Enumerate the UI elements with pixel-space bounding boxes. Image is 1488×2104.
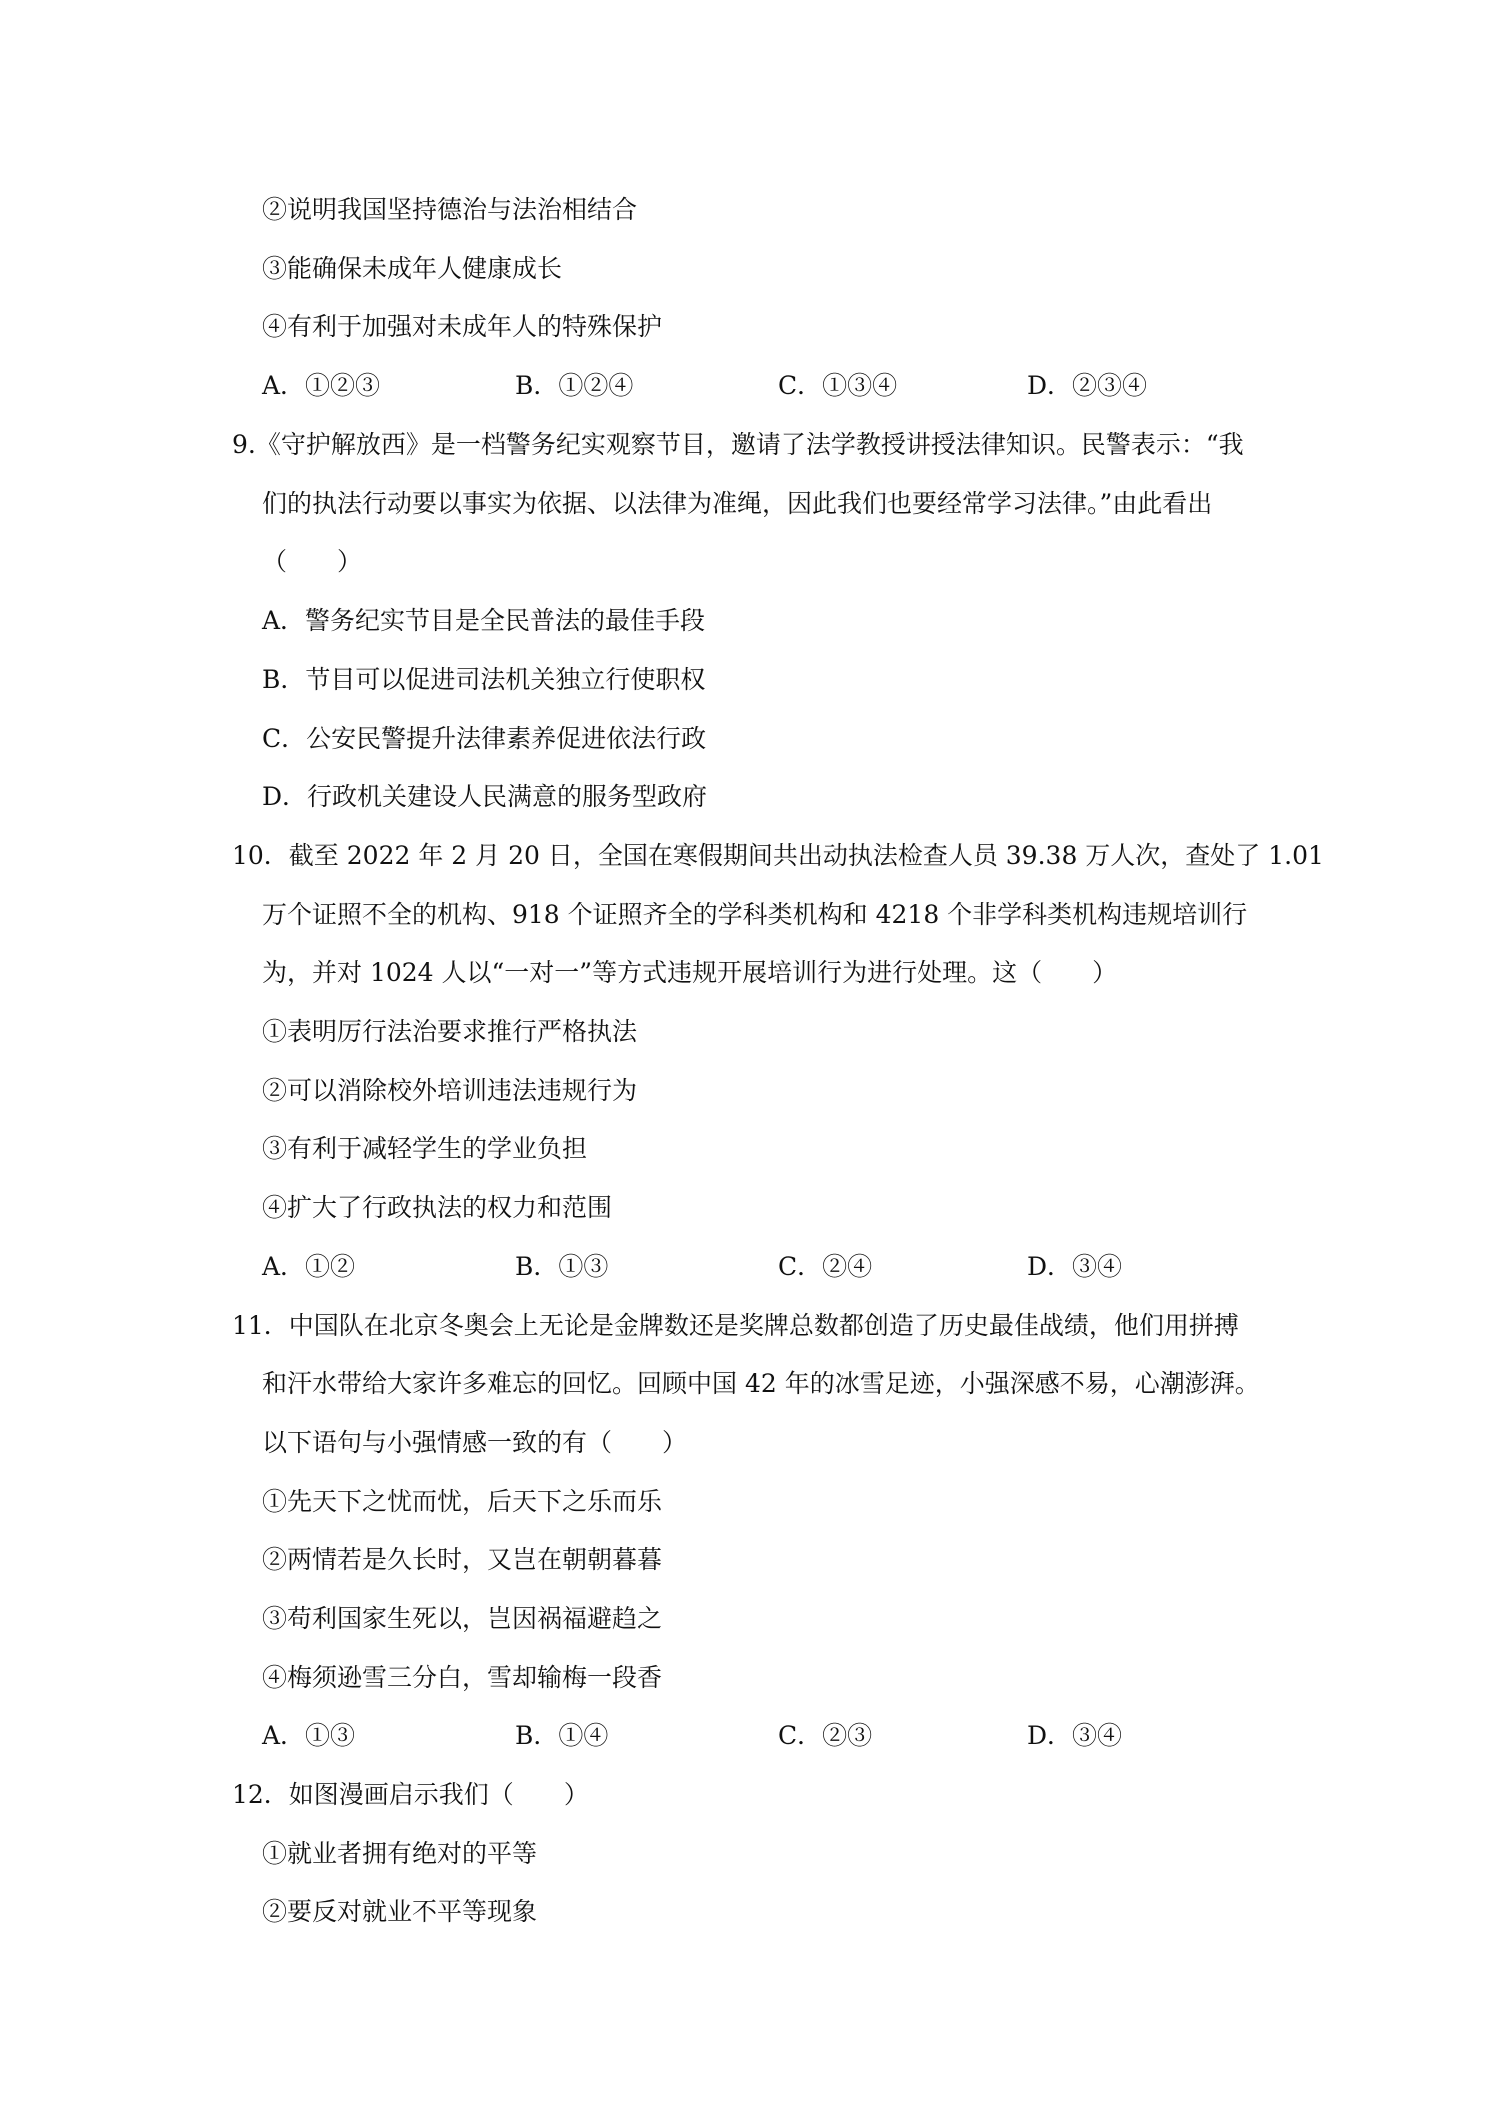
q11-choice-d: D．③④ (1027, 1721, 1123, 1750)
q10-stem-line-2: 万个证照不全的机构、918 个证照齐全的学科类机构和 4218 个非学科类机构违规培训行 (262, 900, 1248, 929)
q9-option-d: D．行政机关建设人民满意的服务型政府 (262, 782, 708, 811)
q11-choice-a: A．①③ (262, 1721, 356, 1750)
q10-choice-b: B．①③ (515, 1252, 609, 1281)
q11-item-3: ③苟利国家生死以，岂因祸福避趋之 (262, 1604, 663, 1633)
q10-choice-d: D．③④ (1027, 1252, 1123, 1281)
q9-option-a: A．警务纪实节目是全民普法的最佳手段 (262, 606, 706, 635)
q10-stem-line-1: 10．截至 2022 年 2 月 20 日，全国在寒假期间共出动执法检查人员 39.38 万人次，查处了 1.01 (232, 841, 1324, 870)
q11-choice-c: C．②③ (778, 1721, 873, 1750)
q8-choice-b: B．①②④ (515, 371, 634, 400)
q10-item-2: ②可以消除校外培训违法违规行为 (262, 1076, 638, 1105)
q9-stem-line-3: （ ） (262, 547, 363, 576)
q9-stem-line-2: 们的执法行动要以事实为依据、以法律为准绳，因此我们也要经常学习法律。”由此看出 (262, 489, 1213, 518)
q11-stem-line-1: 11．中国队在北京冬奥会上无论是金牌数还是奖牌总数都创造了历史最佳战绩，他们用拼搏 (232, 1311, 1239, 1340)
q11-choice-b: B．①④ (515, 1721, 609, 1750)
q8-item-3: ③能确保未成年人健康成长 (262, 254, 563, 283)
q12-item-1: ①就业者拥有绝对的平等 (262, 1839, 538, 1868)
q11-item-2: ②两情若是久长时，又岂在朝朝暮暮 (262, 1545, 663, 1574)
q10-item-4: ④扩大了行政执法的权力和范围 (262, 1193, 613, 1222)
q12-stem-line-1: 12．如图漫画启示我们（ ） (232, 1780, 589, 1809)
q8-choice-a: A．①②③ (262, 371, 381, 400)
q9-option-c: C．公安民警提升法律素养促进依法行政 (262, 724, 707, 753)
q10-choice-c: C．②④ (778, 1252, 873, 1281)
q8-item-4: ④有利于加强对未成年人的特殊保护 (262, 312, 663, 341)
q11-item-4: ④梅须逊雪三分白，雪却输梅一段香 (262, 1663, 663, 1692)
q10-choice-a: A．①② (262, 1252, 356, 1281)
q12-item-2: ②要反对就业不平等现象 (262, 1897, 538, 1926)
q9-stem-line-1: 9.《守护解放西》是一档警务纪实观察节目，邀请了法学教授讲授法律知识。民警表示：“我 (232, 430, 1244, 459)
q8-choice-c: C．①③④ (778, 371, 898, 400)
q11-item-1: ①先天下之忧而忧，后天下之乐而乐 (262, 1487, 663, 1516)
q9-option-b: B．节目可以促进司法机关独立行使职权 (262, 665, 706, 694)
q10-stem-line-3: 为，并对 1024 人以“一对一”等方式违规开展培训行为进行处理。这（ ） (262, 958, 1118, 987)
q11-stem-line-2: 和汗水带给大家许多难忘的回忆。回顾中国 42 年的冰雪足迹，小强深感不易，心潮澎湃。 (262, 1369, 1260, 1398)
q10-item-3: ③有利于减轻学生的学业负担 (262, 1134, 588, 1163)
q8-choice-d: D．②③④ (1027, 371, 1148, 400)
q10-item-1: ①表明厉行法治要求推行严格执法 (262, 1017, 638, 1046)
q11-stem-line-3: 以下语句与小强情感一致的有（ ） (262, 1428, 688, 1457)
q8-item-2: ②说明我国坚持德治与法治相结合 (262, 195, 638, 224)
